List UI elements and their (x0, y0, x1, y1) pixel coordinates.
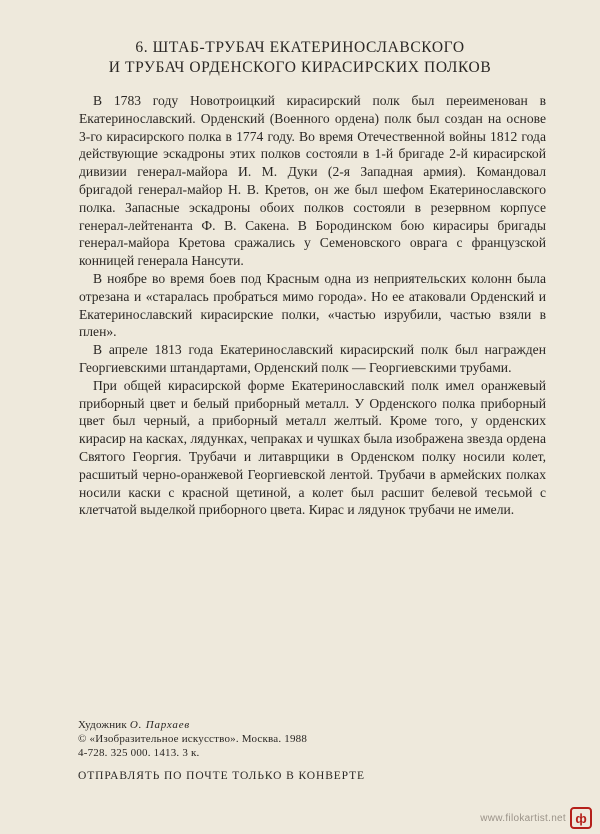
paragraph: При общей кирасирской форме Екатеринославский полк имел оранжевый приборный цвет и белый приборный металл. У Орденского полка приборный цвет был черный, а приборный металл желтый. Кроме того, у орденских кирасир на касках, лядунках, чепраках и чушках была изображена звезда ордена Святого Георгия. Трубачи и литаврщики в Орденском полку носили колет, расшитый черно-оранжевой Георгиевской лентой. Трубачи в армейских полках носили каски с красной щетиной, а колет был расшит белевой тесьмой с клетчатой выделкой приборного цвета. Кирас и лядунок трубачи не имели. (79, 377, 546, 518)
print-info: 4-728. 325 000. 1413. 3 к. (78, 747, 200, 759)
body-text (79, 92, 546, 519)
artist-credit (78, 718, 307, 732)
paragraph: В апреле 1813 года Екатеринославский кирасирский полк был награжден Георгиевскими штандартами, Орденский полк — Георгиевскими трубами. (79, 342, 546, 375)
artist-name: О. Пархаев (129, 719, 190, 731)
artist-label: Художник (78, 719, 127, 731)
watermark-logo-letter: ф (575, 810, 587, 826)
page-title (0, 38, 600, 78)
paragraph: В ноябре во время боев под Красным одна из неприятельских колонн была отрезана и «старалась пробраться мимо города». Но ее атаковали Орденский и Екатеринославский кирасирские полки, «частью изрубили, частью взяли в плен». (79, 270, 546, 340)
paragraph: В 1783 году Новотроицкий кирасирский полк был переименован в Екатеринославский. Орденский (Военного ордена) полк был создан на основе 3-го кирасирского полка в 1774 году. Во время Отечественной войны 1812 года действующие эскадроны этих полков состояли в 1-й бригаде 2-й кирасирской дивизии генерал-майора И. М. Дуки (2-я Западная армия). Командовал бригадой генерал-майор Н. В. Кретов, он же был шефом Екатеринославского полка. Запасные эскадроны обоих полков состояли в резервном корпусе генерал-лейтенанта Ф. В. Сакена. В Бородинском бою кирасиры бригады генерал-майора Кретова сражались у Семеновского оврага с французской конницей генерала Нансути. (79, 93, 546, 269)
title-line-2: И ТРУБАЧ ОРДЕНСКОГО КИРАСИРСКИХ ПОЛКОВ (108, 59, 492, 76)
watermark-url: www.filokartist.net (480, 812, 566, 824)
watermark (480, 807, 592, 829)
watermark-logo-icon (570, 807, 592, 829)
credits (78, 718, 307, 760)
publisher-line: © «Изобразительное искусство». Москва. 1988 (78, 733, 308, 745)
mail-note: ОТПРАВЛЯТЬ ПО ПОЧТЕ ТОЛЬКО В КОНВЕРТЕ (78, 770, 365, 782)
title-line-1: 6. ШТАБ-ТРУБАЧ ЕКАТЕРИНОСЛАВСКОГО (135, 39, 465, 56)
